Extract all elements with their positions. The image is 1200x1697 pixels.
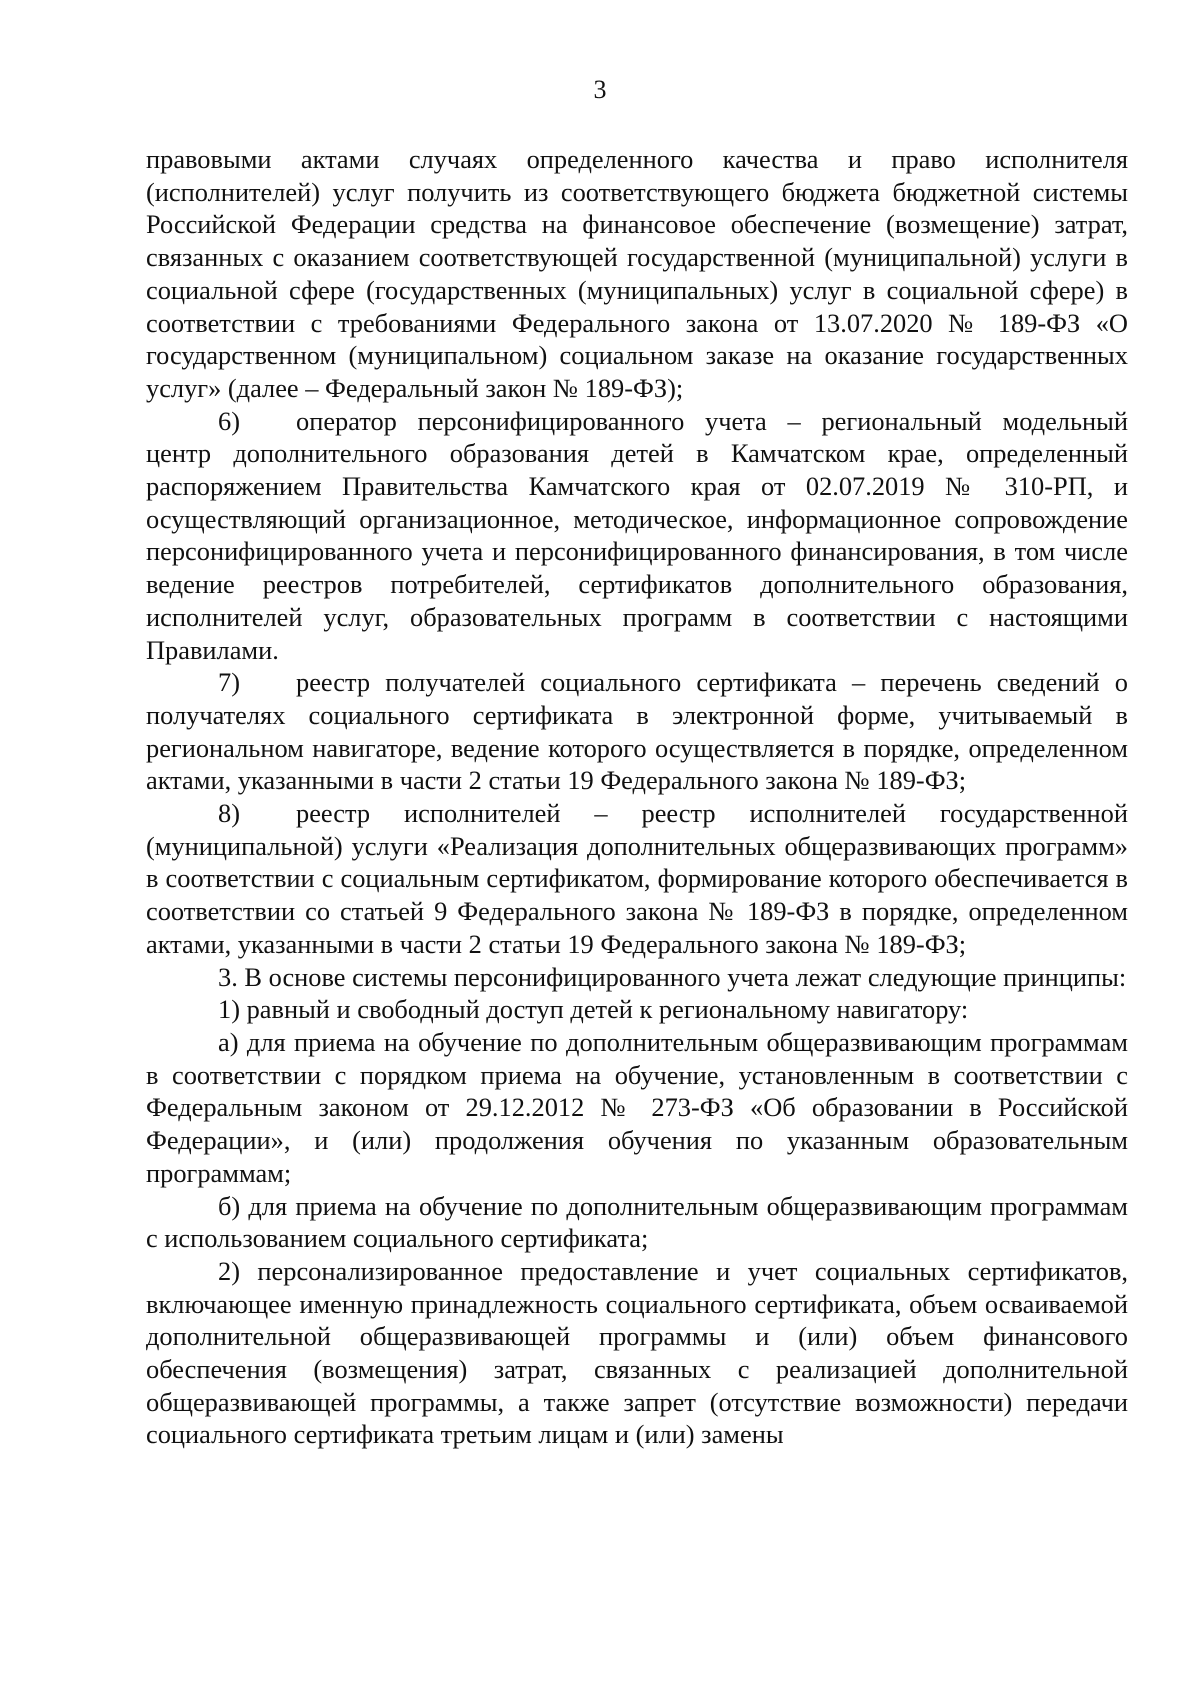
paragraph-continuation: правовыми актами случаях определенного качества и право исполнителя (исполнителей) услуг получить из соответствующего бюджета бюджетной системы Российской Федерации средства на финансовое обеспечение (возмещение) затрат, связанных с оказанием соответствующей государственной (муниципальной) услуги в социальной сфере (государственных (муниципальных) услуг в социальной сфере) в соответствии с требованиями Федерального закона от 13.07.2020 № 189-ФЗ «О государственном (муниципальном) социальном заказе на оказание государственных услуг» (далее – Федеральный закон № 189-ФЗ); <box>146 144 1128 403</box>
definition-item-6 <box>146 405 1128 667</box>
item-number: 7) <box>218 667 240 698</box>
principle-1: 1) равный и свободный доступ детей к региональному навигатору: <box>218 994 969 1025</box>
definition-item-8 <box>146 797 1128 961</box>
principle-1a: а) для приема на обучение по дополнительным общеразвивающим программам в соответствии с порядком приема на обучение, установленным в соответствии с Федеральным законом от 29.12.2012 № 273-ФЗ «Об образовании в Российской Федерации», и (или) продолжения обучения по указанным образовательным программам; <box>146 1026 1128 1188</box>
item-text: реестр исполнителей – реестр исполнителей государственной (муниципальной) услуги «Реализация дополнительных общеразвивающих программ» в соответствии с социальным сертификатом, формирование которого обеспечивается в соответствии со статьей 9 Федерального закона № 189-ФЗ в порядке, определенном актами, указанными в части 2 статьи 19 Федерального закона № 189-ФЗ; <box>146 798 1128 959</box>
item-number: 8) <box>218 798 240 829</box>
principle-1b: б) для приема на обучение по дополнительным общеразвивающим программам с использованием социального сертификата; <box>146 1190 1128 1254</box>
section-3-intro: 3. В основе системы персонифицированного учета лежат следующие принципы: <box>218 961 1127 992</box>
item-number: 6) <box>218 405 240 436</box>
document-body <box>146 143 1128 1451</box>
item-text: оператор персонифицированного учета – региональный модельный центр дополнительного образования детей в Камчатском крае, определенный распоряжением Правительства Камчатского края от 02.07.2019 № 310-РП, и осуществляющий организационное, методическое, информационное сопровождение персонифицированного учета и персонифицированного финансирования, в том числе ведение реестров потребителей, сертификатов дополнительного образования, исполнителей услуг, образовательных программ в соответствии с настоящими Правилами. <box>146 405 1128 665</box>
principle-2: 2) персонализированное предоставление и учет социальных сертификатов, включающее именную принадлежность социального сертификата, объем осваиваемой дополнительной общеразвивающей программы и (или) объем финансового обеспечения (возмещения) затрат, связанных с реализацией дополнительной общеразвивающей программы, а также запрет (отсутствие возможности) передачи социального сертификата третьим лицам и (или) замены <box>146 1255 1128 1450</box>
definition-item-7 <box>146 666 1128 797</box>
item-text: реестр получателей социального сертификата – перечень сведений о получателях социального сертификата в электронной форме, учитываемый в региональном навигаторе, ведение которого осуществляется в порядке, определенном актами, указанными в части 2 статьи 19 Федерального закона № 189-ФЗ; <box>146 667 1128 796</box>
page-number: 3 <box>593 75 607 104</box>
